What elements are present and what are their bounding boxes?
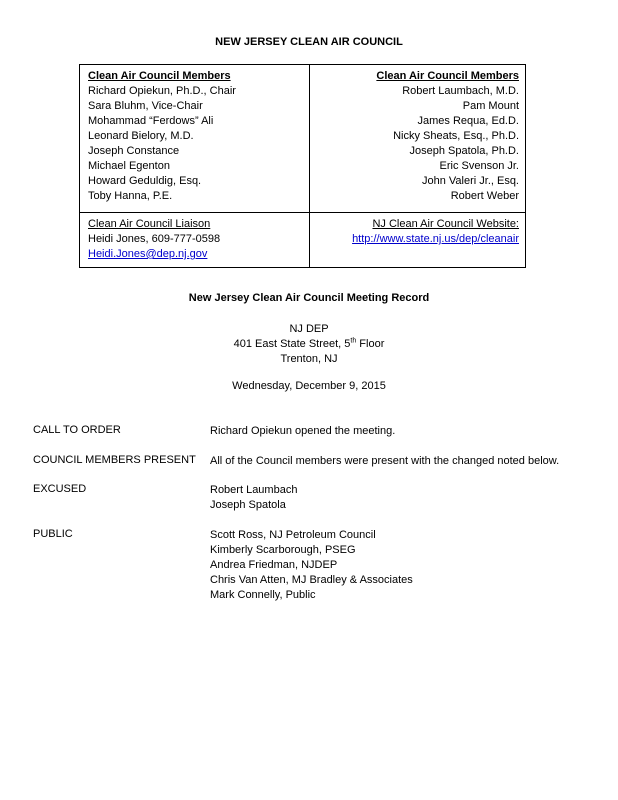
call-to-order-label: CALL TO ORDER	[33, 424, 121, 436]
meeting-date: Wednesday, December 9, 2015	[232, 380, 386, 392]
member-name: Joseph Spatola, Ph.D.	[409, 145, 519, 157]
list-item: Robert Laumbach	[210, 484, 298, 496]
meeting-location	[0, 322, 618, 367]
city: Trenton, NJ	[280, 353, 338, 365]
excused-list	[210, 483, 297, 513]
member-name: Robert Laumbach, M.D.	[402, 85, 519, 97]
present-label: COUNCIL MEMBERS PRESENT	[33, 454, 196, 466]
meeting-record-title: New Jersey Clean Air Council Meeting Record	[188, 292, 430, 304]
liaison-cell	[88, 217, 303, 262]
member-name: Howard Geduldig, Esq.	[88, 175, 202, 187]
list-item: Joseph Spatola	[210, 499, 286, 511]
present-text: All of the Council members were present with the changed noted below.	[210, 455, 560, 467]
list-item: Andrea Friedman, NJDEP	[210, 559, 338, 571]
liaison-header: Clean Air Council Liaison	[88, 218, 211, 230]
list-item: Kimberly Scarborough, PSEG	[210, 544, 356, 556]
member-name: Joseph Constance	[88, 145, 180, 157]
excused-label: EXCUSED	[33, 483, 87, 495]
table-divider-vertical	[309, 65, 310, 267]
member-name: Sara Bluhm, Vice-Chair	[88, 100, 203, 112]
left-members-column	[88, 69, 303, 204]
venue: NJ DEP	[289, 323, 329, 335]
member-name: Toby Hanna, P.E.	[88, 190, 173, 202]
website-header: NJ Clean Air Council Website:	[372, 218, 519, 230]
member-name: Leonard Bielory, M.D.	[88, 130, 194, 142]
floor-suffix-sup: th	[350, 337, 357, 345]
public-list	[210, 528, 413, 603]
street-address	[0, 337, 618, 352]
list-item: Scott Ross, NJ Petroleum Council	[210, 529, 376, 541]
member-name: John Valeri Jr., Esq.	[421, 175, 519, 187]
member-name: Mohammad “Ferdows” Ali	[88, 115, 214, 127]
website-link[interactable]: http://www.state.nj.us/dep/cleanair	[352, 233, 519, 245]
right-members-column	[314, 69, 519, 204]
member-name: Eric Svenson Jr.	[439, 160, 519, 172]
member-name: Richard Opiekun, Ph.D., Chair	[88, 85, 236, 97]
street-suffix: Floor	[356, 338, 385, 350]
document-title: NEW JERSEY CLEAN AIR COUNCIL	[215, 36, 403, 48]
right-members-header: Clean Air Council Members	[376, 70, 519, 82]
member-name: Michael Egenton	[88, 160, 170, 172]
left-members-header: Clean Air Council Members	[88, 70, 231, 82]
list-item: Chris Van Atten, MJ Bradley & Associates	[210, 574, 413, 586]
website-cell	[314, 217, 519, 247]
member-name: Nicky Sheats, Esq., Ph.D.	[393, 130, 519, 142]
public-label: PUBLIC	[33, 528, 73, 540]
call-to-order-text: Richard Opiekun opened the meeting.	[210, 425, 396, 437]
liaison-email-link[interactable]: Heidi.Jones@dep.nj.gov	[88, 248, 208, 260]
list-item: Mark Connelly, Public	[210, 589, 316, 601]
member-name: Pam Mount	[462, 100, 519, 112]
liaison-contact: Heidi Jones, 609-777-0598	[88, 233, 221, 245]
member-name: James Requa, Ed.D.	[417, 115, 519, 127]
member-name: Robert Weber	[450, 190, 519, 202]
members-table	[79, 64, 526, 268]
street-prefix: 401 East State Street, 5	[233, 338, 351, 350]
table-divider-horizontal	[80, 212, 525, 213]
